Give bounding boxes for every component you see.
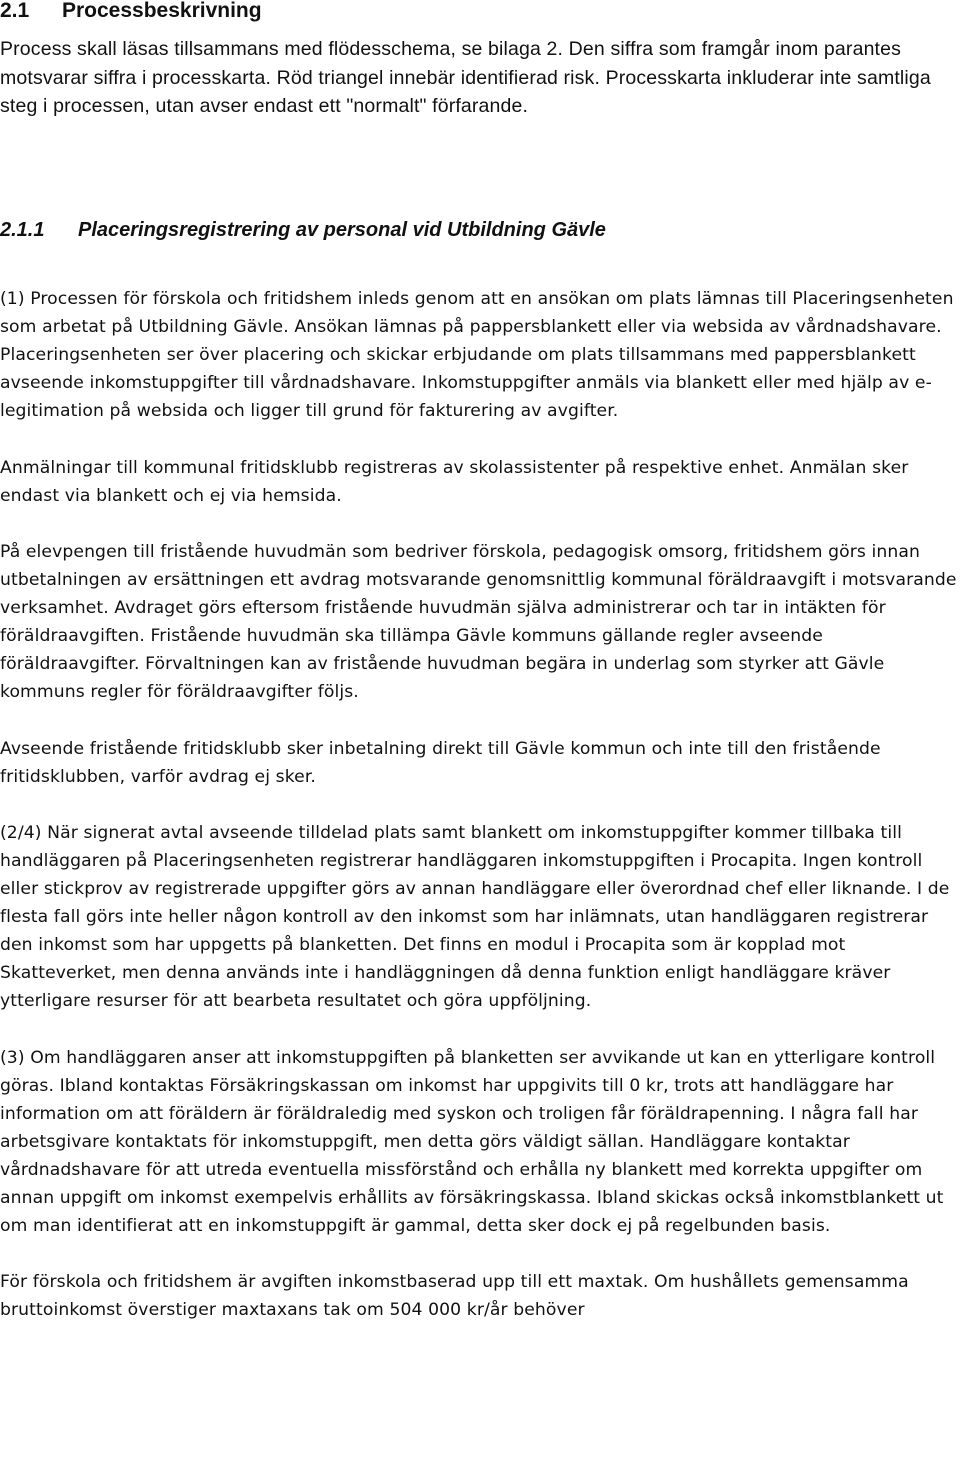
body-text	[0, 285, 960, 1353]
section-number: 2.1	[0, 0, 30, 22]
section-heading	[0, 0, 262, 24]
paragraph-maxtaxa: För förskola och fritidshem är avgiften inkomstbaserad upp till ett maxtak. Om hushållets gemensamma bruttoinkomst överstiger maxtaxans tak om 504 000 kr/år behöver	[0, 1272, 909, 1321]
intro-paragraph: Process skall läsas tillsammans med flödesschema, se bilaga 2. Den siffra som framgår inom parantes motsvarar siffra i processkarta. Röd triangel innebär identifierad risk. Processkarta inkluderar inte samtliga steg i processen, utan avser endast ett "normalt" förfarande.	[0, 38, 931, 117]
paragraph-elevpeng: På elevpengen till fristående huvudmän som bedriver förskola, pedagogisk omsorg, fritidshem görs innan utbetalningen av ersättningen ett avdrag motsvarande genomsnittlig kommunal föräldraavgift i motsvarande verksamhet. Avdraget görs eftersom fristående huvudmän själva administrerar och tar in intäkten för föräldraavgiften. Fristående huvudmän ska tillämpa Gävle kommuns gällande regler avseende föräldraavgifter. Förvaltningen kan av fristående huvudman begära in underlag som styrker att Gävle kommuns regler för föräldraavgifter följs.	[0, 541, 957, 703]
paragraph-fristaende-fritidsklubb: Avseende fristående fritidsklubb sker inbetalning direkt till Gävle kommun och inte till den fristående fritidsklubben, varför avdrag ej sker.	[0, 738, 881, 787]
section-title: Processbeskrivning	[62, 0, 262, 22]
subsection-heading	[0, 216, 606, 244]
paragraph-fritidsklubb-registration: Anmälningar till kommunal fritidsklubb registreras av skolassistenter på respektive enhet. Anmälan sker endast via blankett och ej via hemsida.	[0, 457, 909, 506]
paragraph-step-1: (1) Processen för förskola och fritidshem inleds genom att en ansökan om plats lämnas till Placeringsenheten som arbetat på Utbildning Gävle. Ansökan lämnas på pappersblankett eller via websida av vårdnadshavare. Placeringsenheten ser över placering och skickar erbjudande om plats tillsammans med pappersblankett avseende inkomstuppgifter till vårdnadshavare. Inkomstuppgifter anmäls via blankett eller med hjälp av e-legitimation på websida och ligger till grund för fakturering av avgifter.	[0, 289, 954, 422]
subsection-number: 2.1.1	[0, 219, 45, 241]
paragraph-step-3: (3) Om handläggaren anser att inkomstuppgiften på blanketten ser avvikande ut kan en ytterligare kontroll göras. Ibland kontaktas Försäkringskassan om inkomst har uppgivits till 0 kr, trots att handläggare har information om att föräldern är föräldraledig med syskon och troligen får föräldrapenning. I några fall har arbetsgivare kontaktats för inkomstuppgift, men detta görs väldigt sällan. Handläggare kontaktar vårdnadshavare för att utreda eventuella missförstånd och erhålla ny blankett med korrekta uppgifter om annan uppgift om inkomst exempelvis erhållits av försäkringskassa. Ibland skickas också inkomstblankett ut om man identifierat att en inkomstuppgift är gammal, detta sker dock ej på regelbunden basis.	[0, 1047, 944, 1237]
paragraph-step-2-4: (2/4) När signerat avtal avseende tilldelad plats samt blankett om inkomstuppgifter kommer tillbaka till handläggaren på Placeringsenheten registrerar handläggaren inkomstuppgiften i Procapita. Ingen kontroll eller stickprov av registrerade uppgifter görs av annan handläggare eller överordnad chef eller liknande. I de flesta fall görs inte heller någon kontroll av den inkomst som har inlämnats, utan handläggaren registrerar den inkomst som har uppgetts på blanketten. Det finns en modul i Procapita som är kopplad mot Skatteverket, men denna används inte i handläggningen då denna funktion enligt handläggare kräver ytterligare resurser för att bearbeta resultatet och göra uppföljning.	[0, 822, 950, 1012]
subsection-title: Placeringsregistrering av personal vid Utbildning Gävle	[78, 219, 606, 241]
